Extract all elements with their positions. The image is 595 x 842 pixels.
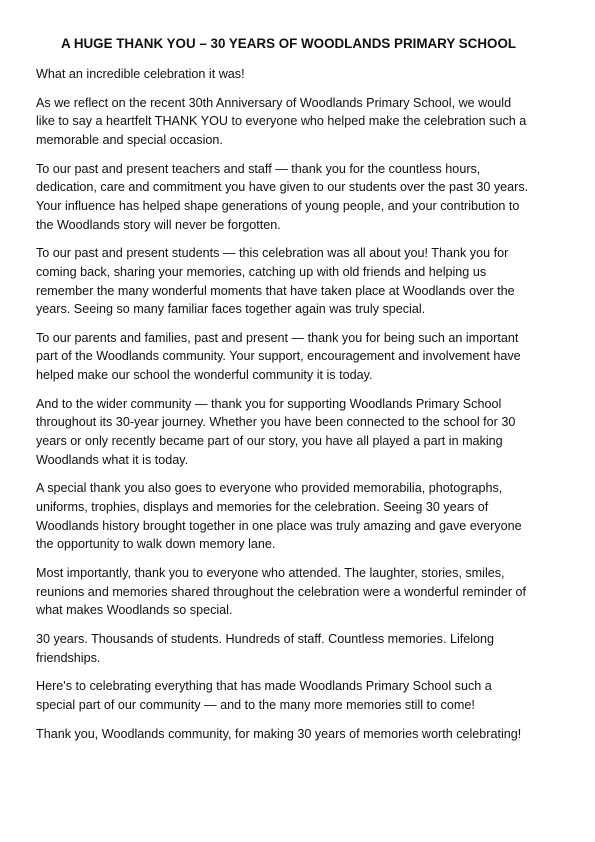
paragraph-opening: What an incredible celebration it was! [36, 67, 245, 81]
paragraph-parents-families: To our parents and families, past and present — thank you for being such an important part of the Woodlands community. Your support, encouragement and involvement have helped make our school the wonderful community it is today. [36, 330, 521, 383]
paragraph-reflection: As we reflect on the recent 30th Anniversary of Woodlands Primary School, we would like to say a heartfelt THANK YOU to everyone who helped make the celebration such a memorable and special occasion. [36, 95, 527, 147]
paragraph-attendees: Most importantly, thank you to everyone who attended. The laughter, stories, smiles, reunions and memories shared throughout the celebration were a wonderful reminder of what makes Woodlands so special. [36, 565, 527, 618]
paragraph-summary: 30 years. Thousands of students. Hundreds of staff. Countless memories. Lifelong friendships. [36, 631, 495, 665]
paragraph-celebrating: Here's to celebrating everything that has made Woodlands Primary School such a special part of our community — and to the many more memories still to come! [36, 679, 492, 712]
paragraph-memorabilia: A special thank you also goes to everyone who provided memorabilia, photographs, uniforms, trophies, displays and memories for the celebration. Seeing 30 years of Woodlands history brought together in one place was truly amazing and gave everyone the opportunity to walk down memory lane. [36, 481, 522, 552]
paragraph-teachers-staff: To our past and present teachers and staff — thank you for the countless hours, dedication, care and commitment you have given to our students over the past 30 years. Your influence has helped shape generations of young people, and your contribution to the Woodlands story will never be forgotten. [36, 161, 529, 232]
document-title: A HUGE THANK YOU – 30 YEARS OF WOODLANDS PRIMARY SCHOOL [60, 36, 517, 51]
paragraph-students: To our past and present students — this celebration was all about you! Thank you for coming back, sharing your memories, catching up with old friends and helping us remember the many wonderful moments that have taken place at Woodlands over the years. Seeing so many familiar faces together again was truly special. [36, 246, 515, 317]
paragraph-wider-community: And to the wider community — thank you for supporting Woodlands Primary School throughout its 30-year journey. Whether you have been connected to the school for 30 years or only recently became part of our story, you have all played a part in making Woodlands what it is today. [36, 396, 516, 467]
paragraph-closing: Thank you, Woodlands community, for making 30 years of memories worth celebrating! [36, 726, 522, 741]
